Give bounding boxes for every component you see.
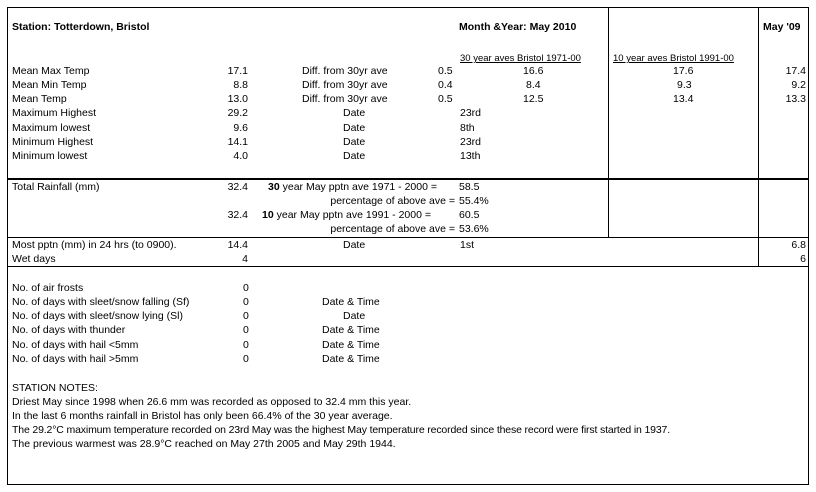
day-value: 0 [243, 310, 249, 322]
ave30-line [268, 181, 437, 194]
row-label: Mean Temp [12, 93, 67, 105]
ave10-years: 10 [262, 209, 274, 221]
day-label: No. of days with hail <5mm [12, 339, 139, 351]
day-extra: Date [343, 310, 366, 322]
diff-label: Diff. from 30yr ave [302, 79, 388, 91]
divider-prev [758, 7, 759, 267]
date-label: Date [343, 136, 366, 148]
ave10-value: 60.5 [459, 209, 480, 221]
date-label: Date [343, 150, 366, 162]
ave30-years: 30 [268, 181, 280, 193]
prev-value: 9.2 [791, 79, 806, 91]
right-border [808, 7, 809, 485]
bottom-border [7, 484, 809, 485]
row-value: 9.6 [233, 122, 248, 134]
divider-days [7, 266, 809, 267]
row-label: Maximum Highest [12, 107, 97, 119]
station-title: Station: Totterdown, Bristol [12, 21, 150, 33]
ave10-text: year May pptn ave 1991 - 2000 = [273, 209, 431, 221]
day-label: No. of days with thunder [12, 324, 126, 336]
notes-title: STATION NOTES: [12, 382, 98, 394]
day-value: 0 [243, 353, 249, 365]
note-line: Driest May since 1998 when 26.6 mm was recorded as opposed to 32.4 mm this year. [12, 396, 412, 408]
date-label: Date [343, 122, 366, 134]
row-label: Mean Max Temp [12, 65, 90, 77]
prev-value: 13.3 [785, 93, 806, 105]
month-year: Month &Year: May 2010 [459, 21, 577, 33]
day-value: 0 [243, 296, 249, 308]
row-value: 29.2 [227, 107, 248, 119]
diff-value: 0.4 [438, 79, 453, 91]
row-label: Minimum Highest [12, 136, 94, 148]
top-border [7, 7, 809, 8]
day-extra: Date & Time [322, 324, 380, 336]
date-value: 23rd [460, 136, 482, 148]
date-value: 13th [460, 150, 481, 162]
day-label: No. of days with sleet/snow lying (Sl) [12, 310, 183, 322]
total-rainfall-value-2: 32.4 [227, 209, 248, 221]
total-rainfall-value: 32.4 [227, 181, 248, 193]
most-pptn-label: Most pptn (mm) in 24 hrs (to 0900). [12, 239, 177, 251]
diff-label: Diff. from 30yr ave [302, 65, 388, 77]
row-value: 4.0 [233, 150, 248, 162]
row-value: 17.1 [227, 65, 248, 77]
pct10-value: 53.6% [459, 223, 489, 235]
day-extra: Date & Time [322, 339, 380, 351]
ave30-value: 58.5 [459, 181, 480, 193]
date-value: 23rd [460, 107, 482, 119]
divider-ave10 [608, 7, 609, 238]
ave10-value: 13.4 [673, 93, 694, 105]
ave10-value: 17.6 [673, 65, 694, 77]
prev-year-title: May '09 [763, 21, 801, 33]
row-value: 14.1 [227, 136, 248, 148]
ave30-text: year May pptn ave 1971 - 2000 = [279, 181, 437, 193]
diff-label: Diff. from 30yr ave [302, 93, 388, 105]
date-label: Date [343, 107, 366, 119]
pct30-label: percentage of above ave = [330, 195, 455, 207]
ave30-value: 16.6 [523, 65, 544, 77]
total-rainfall-label: Total Rainfall (mm) [12, 181, 100, 193]
wet-days-label: Wet days [12, 253, 56, 265]
row-value: 8.8 [233, 79, 248, 91]
most-pptn-prev: 6.8 [791, 239, 806, 251]
divider-pptn [7, 237, 809, 238]
day-value: 0 [243, 324, 249, 336]
day-value: 0 [243, 339, 249, 351]
wet-days-value: 4 [242, 253, 248, 265]
note-line: The previous warmest was 28.9°C reached on May 27th 2005 and May 29th 1944. [12, 438, 396, 450]
pct10-label: percentage of above ave = [330, 223, 455, 235]
wet-days-prev: 6 [800, 253, 806, 265]
day-label: No. of days with sleet/snow falling (Sf) [12, 296, 190, 308]
pct30-value: 55.4% [459, 195, 489, 207]
ave30-value: 8.4 [526, 79, 541, 91]
ave10-line [262, 209, 431, 222]
ave30-header: 30 year aves Bristol 1971-00 [460, 53, 581, 64]
divider-rain [7, 178, 809, 180]
prev-value: 17.4 [785, 65, 806, 77]
ave10-value: 9.3 [677, 79, 692, 91]
note-line: The 29.2°C maximum temperature recorded on 23rd May was the highest May temperature recorded since these record were first started in 1937. [12, 424, 671, 436]
ave30-value: 12.5 [523, 93, 544, 105]
most-pptn-date: 1st [460, 239, 475, 251]
left-border [7, 7, 8, 485]
row-label: Maximum lowest [12, 122, 91, 134]
day-label: No. of air frosts [12, 282, 84, 294]
diff-value: 0.5 [438, 65, 453, 77]
diff-value: 0.5 [438, 93, 453, 105]
day-extra: Date & Time [322, 353, 380, 365]
row-value: 13.0 [227, 93, 248, 105]
most-pptn-value: 14.4 [227, 239, 248, 251]
day-extra: Date & Time [322, 296, 380, 308]
note-line: In the last 6 months rainfall in Bristol has only been 66.4% of the 30 year average. [12, 410, 393, 422]
day-value: 0 [243, 282, 249, 294]
row-label: Minimum lowest [12, 150, 88, 162]
day-label: No. of days with hail >5mm [12, 353, 139, 365]
ave10-header: 10 year aves Bristol 1991-00 [613, 53, 734, 64]
date-value: 8th [460, 122, 475, 134]
most-pptn-date-label: Date [343, 239, 366, 251]
row-label: Mean Min Temp [12, 79, 87, 91]
